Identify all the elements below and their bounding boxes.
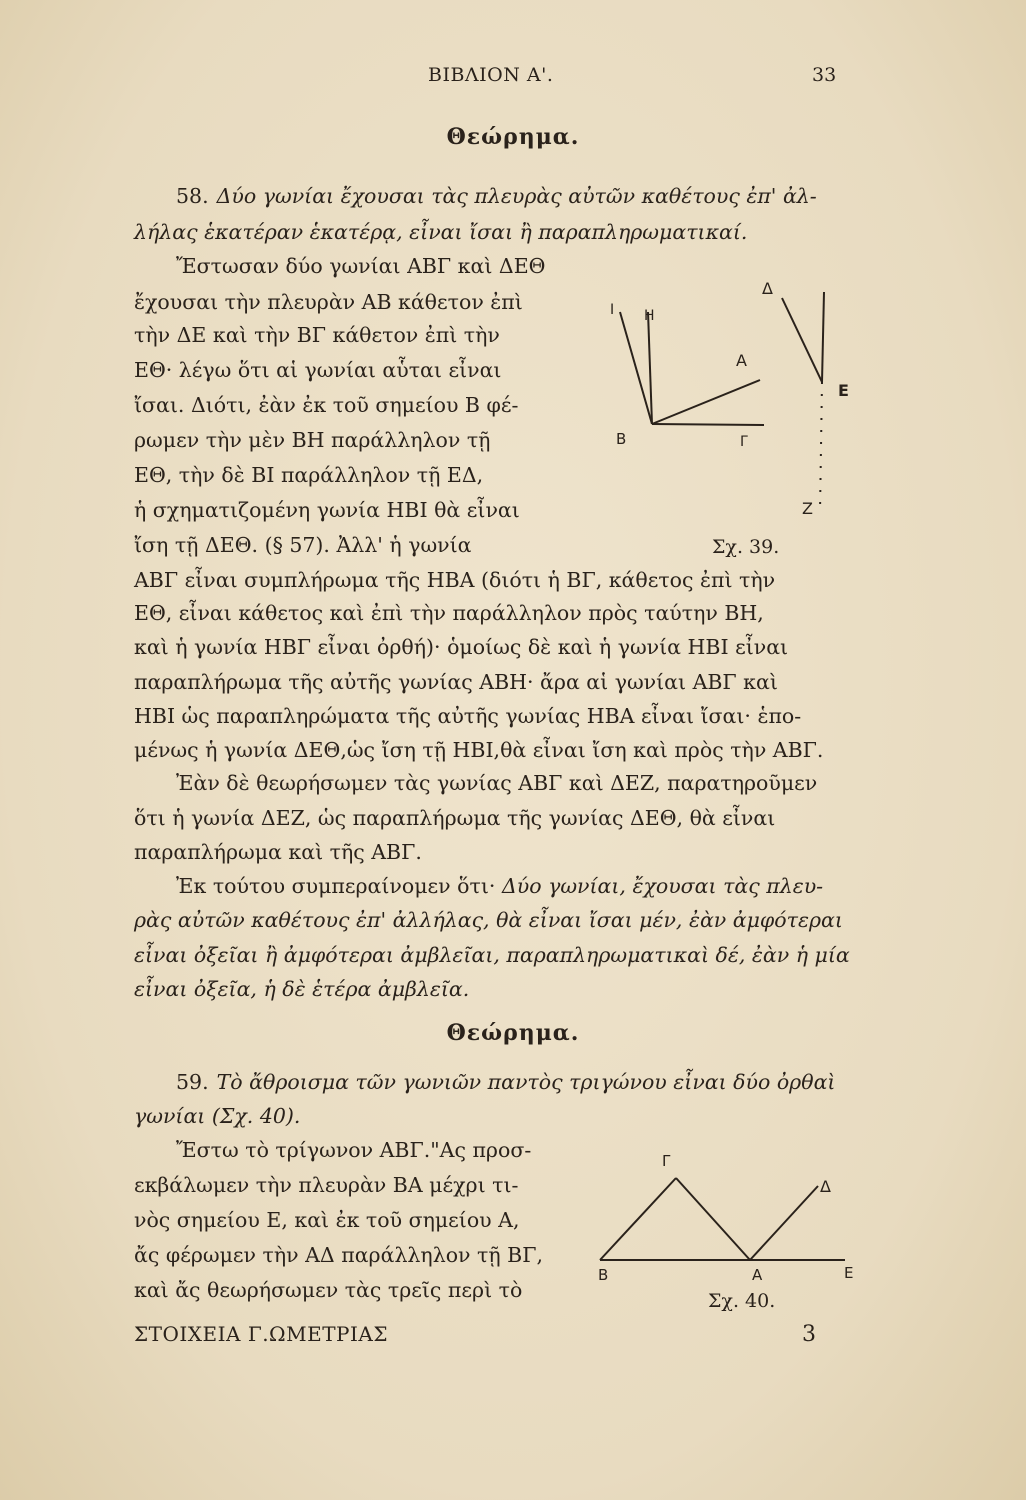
theorem59-number: 59. xyxy=(176,1070,209,1094)
figure-39 xyxy=(590,264,880,526)
line-ED xyxy=(782,298,822,382)
label-E: Ε xyxy=(844,1264,854,1282)
proof58-full-line: ΗΒΙ ὡς παραπληρώματα τῆς αὐτῆς γωνίας ΗΒΑ εἶναι ἴσαι· ἑπο- xyxy=(134,704,802,728)
proof58-full-line: παραπλήρωμα τῆς αὐτῆς γωνίας ΑΒΗ· ἄρα αἱ γωνίαι ΑΒΓ καὶ xyxy=(134,670,778,694)
label-A: Α xyxy=(736,351,747,370)
line-EZ-dotted xyxy=(820,382,822,512)
label-I: Ι xyxy=(610,302,615,318)
figure-40-drawing xyxy=(590,1150,870,1290)
theorem58-statement-text1: Δύο γωνίαι ἔχουσαι τὰς πλευρὰς αὐτῶν καθέτους ἐπ' ἀλ- xyxy=(216,184,817,208)
page-number: 33 xyxy=(812,64,837,86)
conclusion-line2: ρὰς αὐτῶν καθέτους ἐπ' ἀλλήλας, θὰ εἶναι ἴσαι μέν, ἐὰν ἀμφότεραι xyxy=(134,908,843,932)
label-Z: Ζ xyxy=(802,499,813,518)
proof58-full-line: μένως ἡ γωνία ΔΕΘ,ὡς ἴση τῇ ΗΒΙ,θὰ εἶναι ἴση καὶ πρὸς τὴν ΑΒΓ. xyxy=(134,738,824,762)
proof58-line: ἴσαι. Διότι, ἐὰν ἐκ τοῦ σημείου Β φέ- xyxy=(134,393,519,417)
proof59-line: Ἔστω τὸ τρίγωνον ΑΒΓ."Ας προσ- xyxy=(176,1138,532,1162)
theorem59-statement-text1: Τὸ ἄθροισμα τῶν γωνιῶν παντὸς τριγώνου εἶναι δύο ὀρθαὶ xyxy=(216,1070,836,1094)
proof59-line: καὶ ἄς θεωρήσωμεν τὰς τρεῖς περὶ τὸ xyxy=(134,1278,523,1302)
proof58-full-line: ΑΒΓ εἶναι συμπλήρωμα τῆς ΗΒΑ (διότι ἡ ΒΓ, κάθετος ἐπὶ τὴν xyxy=(134,568,776,592)
proof58-full-line: ὅτι ἡ γωνία ΔΕΖ, ὡς παραπλήρωμα τῆς γωνίας ΔΕΘ, θὰ εἶναι xyxy=(134,806,776,830)
conclusion-line1 xyxy=(176,876,823,897)
conclusion-intro: Ἐκ τούτου συμπεραίνομεν ὅτι· xyxy=(176,874,496,898)
theorem58-statement-line1 xyxy=(176,186,858,207)
proof58-full-line: παραπλήρωμα καὶ τῆς ΑΒΓ. xyxy=(134,840,422,864)
proof59-line: εκβάλωμεν τὴν πλευρὰν ΒΑ μέχρι τι- xyxy=(134,1173,519,1197)
line-BG xyxy=(652,424,764,425)
theorem58-number: 58. xyxy=(176,184,209,208)
figure-39-drawing xyxy=(590,264,880,526)
theorem59-statement-line2: γωνίαι (Σχ. 40). xyxy=(134,1104,301,1128)
label-A: Α xyxy=(752,1266,763,1284)
footer-title: ΣΤΟΙΧΕΙΑ Γ.ΩΜΕΤΡΙΑΣ xyxy=(134,1322,388,1346)
line-BH xyxy=(648,312,652,424)
line-AD xyxy=(750,1186,818,1260)
proof58-line: ρωμεν τὴν μὲν ΒΗ παράλληλον τῇ xyxy=(134,428,491,452)
theorem59-statement-line1 xyxy=(176,1072,858,1093)
proof58-line: ἴση τῇ ΔΕΘ. (§ 57). Ἀλλ' ἡ γωνία xyxy=(134,533,472,557)
proof58-line: ἔχουσαι τὴν πλευρὰν ΑΒ κάθετον ἐπὶ xyxy=(134,290,523,314)
line-EH xyxy=(822,292,824,382)
proof58-full-line: Ἐὰν δὲ θεωρήσωμεν τὰς γωνίας ΑΒΓ καὶ ΔΕΖ, παρατηροῦμεν xyxy=(176,771,818,795)
signature-number: 3 xyxy=(802,1322,816,1347)
label-G: Γ xyxy=(740,434,748,450)
label-D: Δ xyxy=(820,1177,831,1196)
theorem-heading-58: Θεώρημα. xyxy=(446,124,580,150)
conclusion-line4: εἶναι ὀξεῖα, ἡ δὲ ἑτέρα ἀμβλεῖα. xyxy=(134,977,470,1001)
conclusion-text1: Δύο γωνίαι, ἔχουσαι τὰς πλευ- xyxy=(501,874,824,898)
figure-39-caption: Σχ. 39. xyxy=(712,536,780,558)
label-B: Β xyxy=(616,430,627,448)
figure-40 xyxy=(590,1150,870,1290)
proof58-line: ΕΘ· λέγω ὅτι αἱ γωνίαι αὗται εἶναι xyxy=(134,358,502,382)
theorem58-statement-line2: λήλας ἑκατέραν ἑκατέρᾳ, εἶναι ἴσαι ἢ παραπληρωματικαί. xyxy=(134,220,748,244)
figure-40-caption: Σχ. 40. xyxy=(708,1290,776,1312)
label-G: Γ xyxy=(662,1152,671,1170)
line-GA xyxy=(676,1178,750,1260)
line-BG xyxy=(600,1178,676,1260)
proof59-line: νὸς σημείου Ε, καὶ ἐκ τοῦ σημείου Α, xyxy=(134,1208,520,1232)
label-D: Δ xyxy=(762,279,773,298)
proof58-line: τὴν ΔΕ καὶ τὴν ΒΓ κάθετον ἐπὶ τὴν xyxy=(134,323,500,347)
label-B: Β xyxy=(598,1266,609,1284)
proof58-full-line: καὶ ἡ γωνία ΗΒΓ εἶναι ὀρθή)· ὁμοίως δὲ καὶ ἡ γωνία ΗΒΙ εἶναι xyxy=(134,635,789,659)
line-BI xyxy=(620,312,652,424)
label-H: Η xyxy=(644,308,655,324)
line-BA xyxy=(652,380,760,424)
proof58-line: Ἔστωσαν δύο γωνίαι ΑΒΓ καὶ ΔΕΘ xyxy=(176,254,546,278)
theorem-heading-59: Θεώρημα. xyxy=(446,1020,580,1046)
proof58-line: ἡ σχηματιζομένη γωνία ΗΒΙ θὰ εἶναι xyxy=(134,498,520,522)
proof58-line: ΕΘ, τὴν δὲ ΒΙ παράλληλον τῇ ΕΔ, xyxy=(134,463,484,487)
page-footer xyxy=(0,1322,1026,1352)
conclusion-line3: εἶναι ὀξεῖαι ἢ ἀμφότεραι ἀμβλεῖαι, παραπληρωματικαὶ δέ, ἐὰν ἡ μία xyxy=(134,943,850,967)
proof58-full-line: ΕΘ, εἶναι κάθετος καὶ ἐπὶ τὴν παράλληλον πρὸς ταύτην ΒΗ, xyxy=(134,601,764,625)
proof59-line: ἄς φέρωμεν τὴν ΑΔ παράλληλον τῇ ΒΓ, xyxy=(134,1243,543,1267)
running-head-title: ΒΙΒΛΙΟΝ Α'. xyxy=(428,64,554,86)
label-E: Ε xyxy=(838,381,849,400)
running-head xyxy=(0,64,1026,94)
